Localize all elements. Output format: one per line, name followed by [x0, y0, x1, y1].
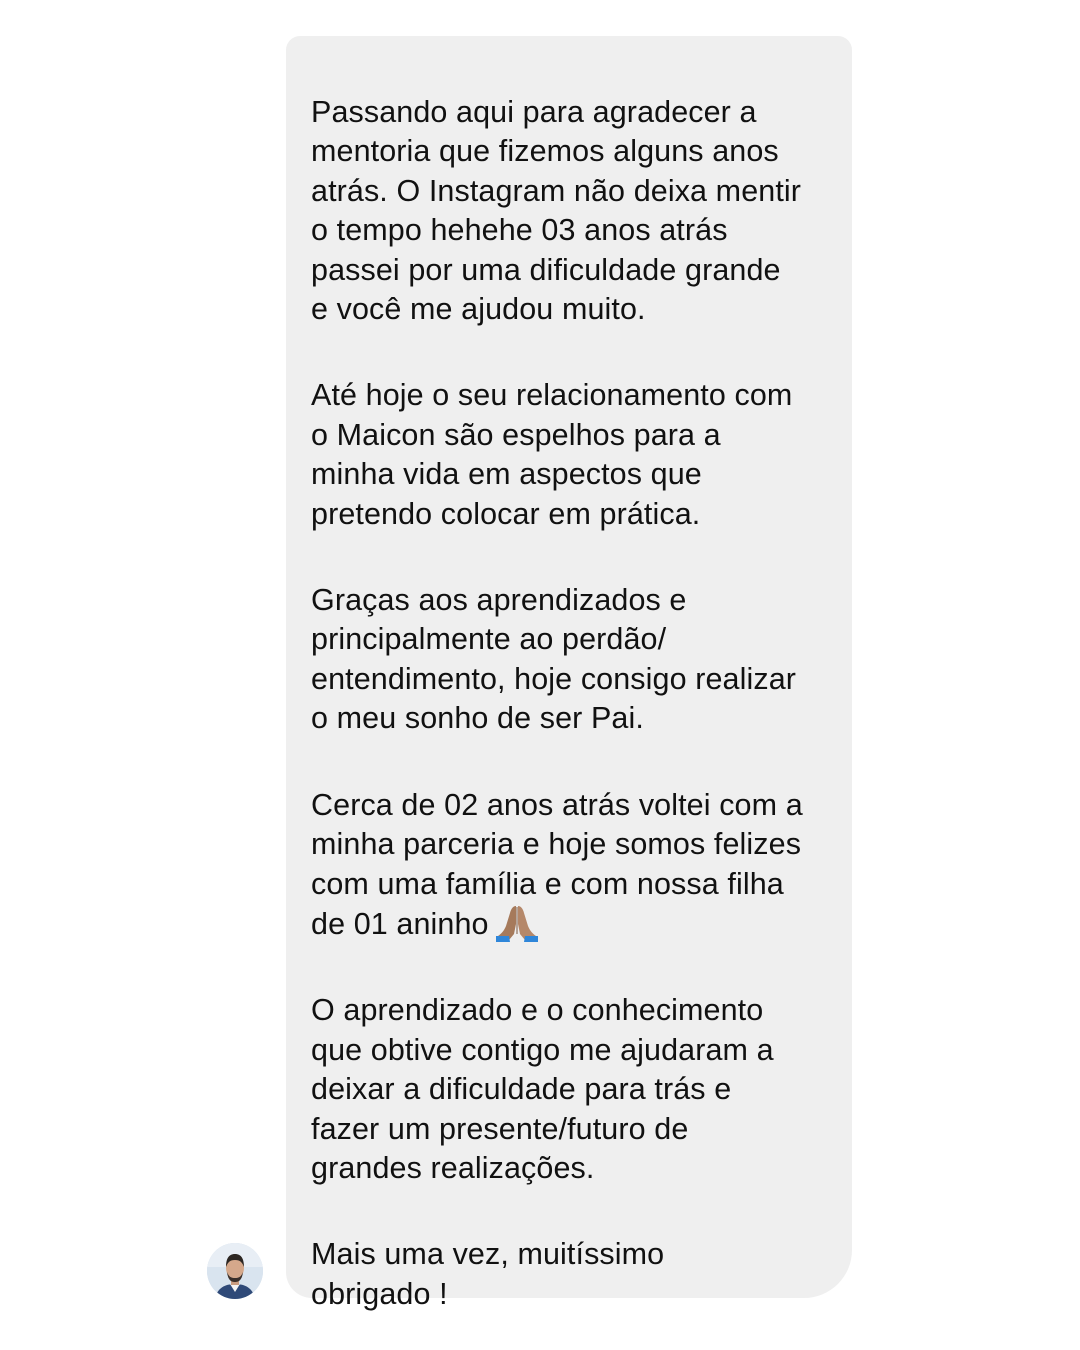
message-line: grandes realizações.: [311, 1150, 595, 1185]
message-paragraph: [311, 786, 828, 945]
message-line: e você me ajudou muito.: [311, 292, 646, 327]
message-paragraph: [311, 581, 828, 739]
message-line: atrás. O Instagram não deixa mentir: [311, 173, 802, 208]
message-line: obrigado !: [311, 1276, 448, 1311]
message-paragraph: [311, 991, 828, 1188]
message-line: mentoria que fizemos alguns anos: [311, 134, 779, 169]
message-line: o tempo hehehe 03 anos atrás: [311, 213, 728, 248]
message-line: Passando aqui para agradecer a: [311, 95, 757, 129]
message-paragraph: [311, 1235, 828, 1314]
sender-avatar[interactable]: [207, 1243, 263, 1299]
message-paragraph: [311, 93, 828, 329]
message-line: Cerca de 02 anos atrás voltei com a: [311, 787, 803, 822]
message-line: que obtive contigo me ajudaram a: [311, 1032, 774, 1067]
message-line-text: de 01 aninho: [311, 906, 489, 941]
message-paragraph: [311, 376, 828, 534]
message-line: O aprendizado e o conhecimento: [311, 993, 764, 1028]
message-line: fazer um presente/futuro de: [311, 1111, 689, 1146]
message-bubble[interactable]: [286, 36, 852, 1311]
message-line: principalmente ao perdão/: [311, 622, 667, 657]
message-line: passei por uma dificuldade grande: [311, 252, 781, 287]
message-line: Graças aos aprendizados e: [311, 583, 687, 618]
message-line: Até hoje o seu relacionamento com: [311, 378, 793, 413]
message-line-with-emoji: [311, 904, 828, 944]
message-line: minha parceria e hoje somos felizes: [311, 827, 802, 862]
message-line: o Maicon são espelhos para a: [311, 417, 721, 452]
message-line: minha vida em aspectos que: [311, 457, 702, 492]
message-line: o meu sonho de ser Pai.: [311, 701, 644, 736]
avatar-photo-icon: [207, 1243, 263, 1299]
praying-hands-emoji-icon: [495, 904, 539, 942]
message-line: pretendo colocar em prática.: [311, 496, 701, 531]
message-line: deixar a dificuldade para trás e: [311, 1072, 732, 1107]
message-line: Mais uma vez, muitíssimo: [311, 1237, 665, 1272]
message-line: com uma família e com nossa filha: [311, 866, 784, 901]
message-line: entendimento, hoje consigo realizar: [311, 661, 797, 696]
